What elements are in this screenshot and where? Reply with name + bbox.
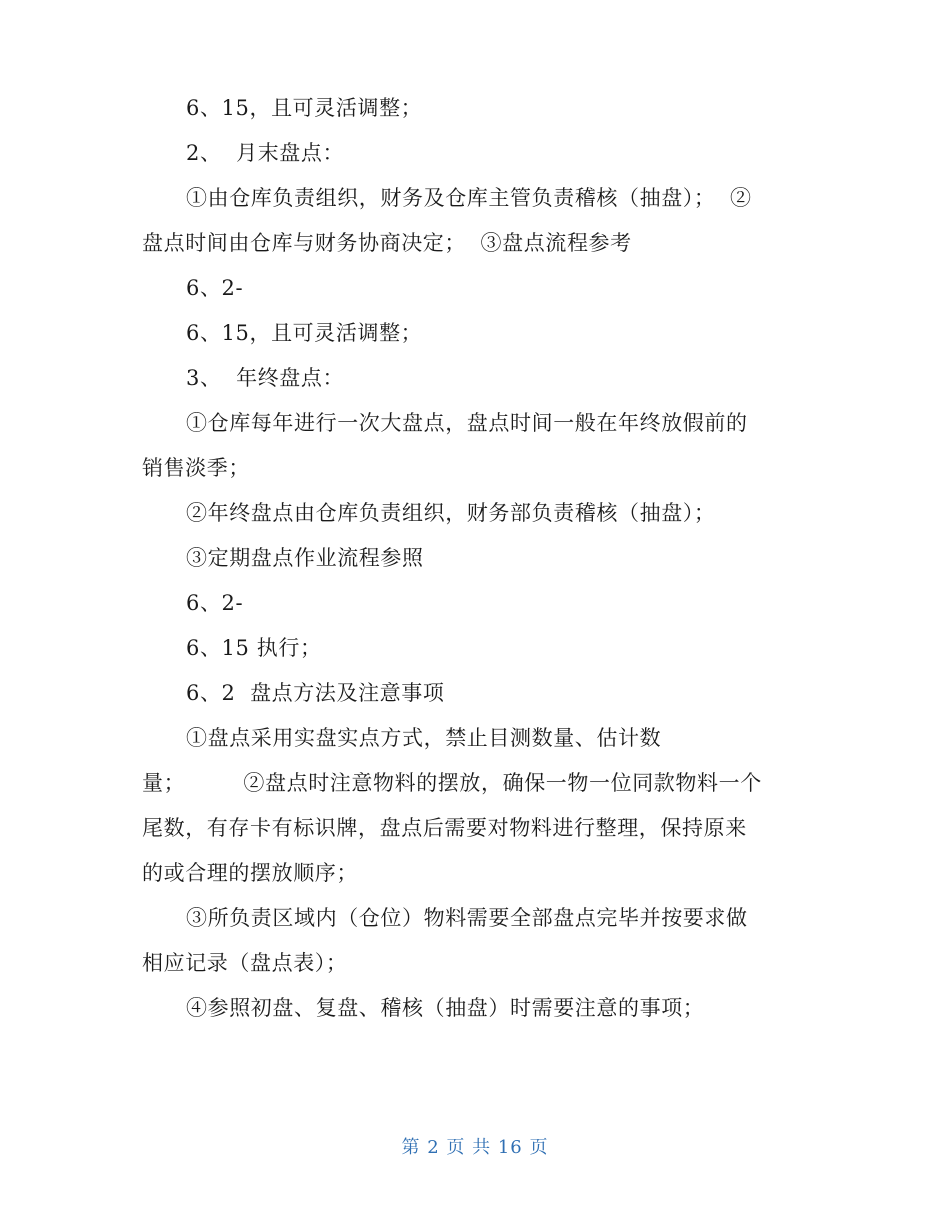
text-line: 盘点时间由仓库与财务协商决定； ③盘点流程参考 <box>142 231 632 255</box>
page-number-footer: 第 2 页 共 16 页 <box>401 1137 549 1158</box>
text-line: 3、 年终盘点： <box>186 366 345 390</box>
text-line: 6、15 执行； <box>186 636 322 660</box>
text-line: 6、2- <box>186 591 244 615</box>
text-line: ③定期盘点作业流程参照 <box>186 546 424 570</box>
text-line: ②年终盘点由仓库负责组织，财务部负责稽核（抽盘）； <box>186 501 716 525</box>
text-line: 相应记录（盘点表）； <box>142 951 348 975</box>
text-line: 尾数，有存卡有标识牌，盘点后需要对物料进行整理，保持原来 <box>142 816 747 840</box>
text-line: 的或合理的摆放顺序； <box>142 861 358 885</box>
text-line: 6、15，且可灵活调整； <box>186 321 423 345</box>
text-line: ①盘点采用实盘实点方式，禁止目测数量、估计数 <box>186 726 662 750</box>
text-line: 6、2 盘点方法及注意事项 <box>186 681 445 705</box>
text-line: ④参照初盘、复盘、稽核（抽盘）时需要注意的事项； <box>186 996 705 1020</box>
text-line: ③所负责区域内（仓位）物料需要全部盘点完毕并按要求做 <box>186 906 748 930</box>
text-line: ①由仓库负责组织，财务及仓库主管负责稽核（抽盘）； ② <box>186 186 752 210</box>
text-line: 2、 月末盘点： <box>186 141 345 165</box>
text-line: 6、15，且可灵活调整； <box>186 96 423 120</box>
text-line: 销售淡季； <box>142 456 250 480</box>
text-line: 量； ②盘点时注意物料的摆放，确保一物一位同款物料一个 <box>142 771 762 795</box>
text-line: ①仓库每年进行一次大盘点，盘点时间一般在年终放假前的 <box>186 411 748 435</box>
text-line: 6、2- <box>186 276 244 300</box>
